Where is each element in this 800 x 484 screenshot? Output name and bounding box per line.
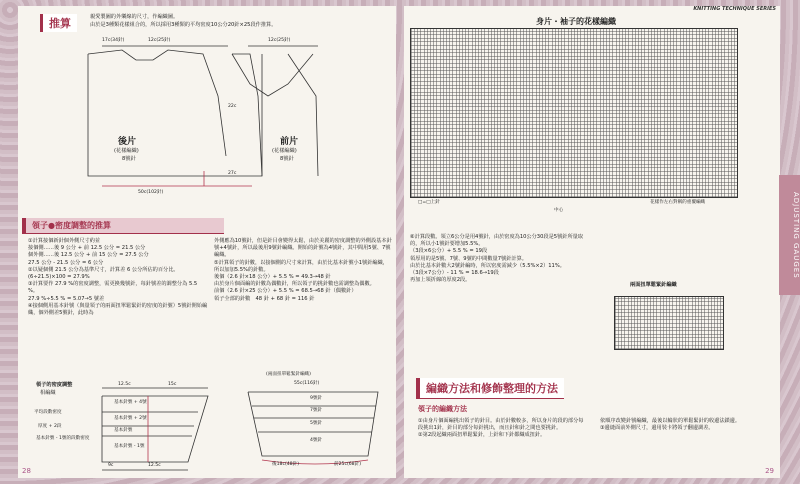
front-needle: 8號針	[280, 156, 294, 162]
center-label: 中心	[554, 208, 564, 213]
mid-text	[214, 238, 392, 303]
right-page	[404, 6, 780, 478]
bottom-measure: 50c(102針)	[138, 190, 164, 195]
mid-line: 由於身片個面編的針數為偶數針，所以領子的挑針數也需調整為偶數。	[214, 281, 375, 288]
step-line: ②第2段起織兩面扭單鬆緊針，上針和下針都織成扭針。	[418, 432, 546, 439]
section-2-title: 領子●密度調整的推算	[22, 218, 224, 234]
mid-line: ⑤計算領子的針數，以接個側的尺寸來計算，由於比基本針號小1號針編織，所以加加5.5%的針數。	[214, 259, 388, 273]
sec2-line: 27.5 公分 - 21.5 公分 = 6 公分	[28, 259, 104, 266]
rib-row-1: 9號針	[310, 396, 323, 401]
rib-row-3: 5號針	[310, 421, 323, 426]
page-number-left: 28	[22, 467, 31, 475]
sub-title: 領子的編織方法	[418, 405, 467, 413]
rib-diagram	[218, 386, 396, 476]
sec2-line: ④接個側用基本針號（與量領子的兩面扭單鬆緊針的密度的針號）5號針開始編織，個外側差5號針，此時為	[28, 302, 208, 317]
rib-bottom-1: 後18c(48針)	[272, 462, 299, 467]
collar-row-3: 基本針號	[114, 428, 133, 433]
para-text	[410, 234, 590, 284]
side-27c: 27c	[228, 171, 237, 176]
collar-row-1: 基本針號 + 4號	[114, 400, 147, 405]
rib2-title: 兩面扭單鬆緊針編織	[630, 282, 677, 288]
rib-row-4: 4號針	[310, 438, 323, 443]
sec2-line: 個外側……後 12.5 公分 + 前 15 公分 = 27.5 公分	[28, 252, 149, 259]
rib-title: (兩面扭單鬆緊針編織)	[266, 372, 311, 377]
sec2-line: (6÷21.5)×100 = 27.9%	[28, 274, 90, 281]
back-sub: (花樣編織)	[114, 148, 139, 154]
step-line: 依順序改變針號編織，最後以輪狀的單鬆緊針的收邊法鎖邊。	[600, 418, 741, 424]
top-measure-2: 12c(25針)	[148, 38, 171, 43]
para-line: （3段×7公分）- 11 % = 18.6→19段	[410, 270, 499, 277]
sec2-line: 接個側……後 9 公分 + 前 12.5 公分 = 21.5 公分	[28, 245, 146, 252]
chart-legend: □=□上針	[418, 200, 440, 205]
collar-label-3: 基本針號 - 1號的段數密度	[36, 436, 90, 441]
mid-line: 前個（2.6 針×25 公分）+ 5.5 % = 68.5→68 針（偶數針）	[214, 288, 357, 295]
collar-row-2: 基本針號 + 2號	[114, 416, 147, 421]
collar-dim-1: 12.5c	[118, 382, 131, 387]
collar-gauge-diagram	[18, 376, 218, 476]
sec2-line: 27.9 %÷5.5 % = 5.07→5 號差	[28, 295, 105, 302]
top-measure-3: 12c(25針)	[268, 38, 291, 43]
series-header: KNITTING TECHNIQUE SERIES	[693, 6, 776, 12]
section-tab: 推算	[40, 14, 77, 32]
collar-dim-3: 9c	[108, 463, 114, 468]
para-line: 領厚用的是5號、7號、9號的中間數量7號針計算。	[410, 255, 527, 262]
para-line: ⑥計算段數。領立6公分是用4號針，由於密度為10公分30段是5號針所量取的，所以小1號針要增加5.5%。	[410, 234, 584, 248]
collar-title: 領子的密度調整	[36, 382, 73, 388]
chart-title: 身片・袖子的花樣編織	[536, 17, 616, 26]
steps2-text	[600, 418, 770, 432]
sec2-line: ②以疑個側 21.5 公分為基準尺寸，計算差 6 公分所佔的百分比。	[28, 266, 179, 273]
side-22c: 22c	[228, 104, 237, 109]
step-line: ③邊縫面前外側尺寸，邊用裝卡將領子翻邊調差。	[600, 425, 714, 432]
mid-line: 外側應為10號針，但是針目會變得太鬆，由於美麗的密度調整的外側設基本針號+4號針，所以最後用9號針編織。開始的針號為4號針，其中間用5號、7號編織。	[214, 238, 392, 259]
para-line: 由於比基本針數大2號針編時，所以密度需減少（5.5%×2）11%。	[410, 262, 565, 269]
section-title: 編織方法和修飾整理的方法	[416, 378, 564, 399]
chart-note: 花樣作左右對稱的重覆編織	[650, 200, 706, 205]
para-line: （3段×6公分）+ 5.5 % = 19段	[410, 248, 488, 255]
front-label: 前片	[280, 137, 299, 147]
rib-row-2: 7號針	[310, 408, 323, 413]
mid-line: 後個（2.6 針×18 公分）+ 5.5 % = 49.3→48 針	[214, 274, 331, 281]
collar-dim-2: 15c	[168, 382, 177, 387]
sec2-line: ①計算接個新針個外側尺寸約並	[28, 238, 101, 244]
stitch-chart	[410, 28, 738, 198]
front-sub: (花樣編織)	[272, 148, 297, 154]
left-page	[18, 6, 396, 478]
page-number-right: 29	[765, 467, 774, 475]
collar-label-2: 厚度 + 2段	[38, 424, 62, 429]
para-line: 再加上領折線的厚度2段。	[410, 277, 471, 284]
rib-bottom-2: 前25c(68針)	[334, 462, 361, 467]
back-needle: 8號針	[122, 156, 136, 162]
collar-label-1: 平均段數密度	[34, 410, 62, 415]
collar-dim-4: 12.5c	[148, 463, 161, 468]
collar-row-4: 基本針號 - 1號	[114, 444, 145, 449]
step-line: ①由身片個面編挑出領子的針目。由於針數較多，所以身片的段的部分每段挑出1針，針目的部分每針挑出，而且針和針之間也要挑針。	[418, 418, 584, 432]
side-tab: ADJUSTING GAUGES	[779, 175, 800, 295]
rib-top: 55c(116針)	[294, 381, 320, 386]
rib-stitch-chart	[614, 296, 724, 350]
mid-line: 領子全部的針數 48 針 + 68 針 = 116 針	[214, 295, 315, 302]
garment-schematic	[18, 36, 396, 206]
collar-sub: 相編織	[40, 390, 56, 396]
sec2-text	[28, 238, 208, 317]
intro-line-1: 親愛製圖的外樂線的尺寸，作編織圖。	[90, 14, 179, 20]
back-label: 後片	[118, 137, 137, 147]
intro-line-2: 由於是3種類花樣組合的，所以採用3種類的平均密度10公分20針×25段作推算。	[90, 22, 277, 28]
steps-text	[418, 418, 584, 440]
sec2-line: ③計算要作 27.9 %的密度調整，需更換幾號針，每針號差的調整分為 5.5 %。	[28, 281, 198, 295]
top-measure-1: 17c(34針)	[102, 38, 125, 43]
